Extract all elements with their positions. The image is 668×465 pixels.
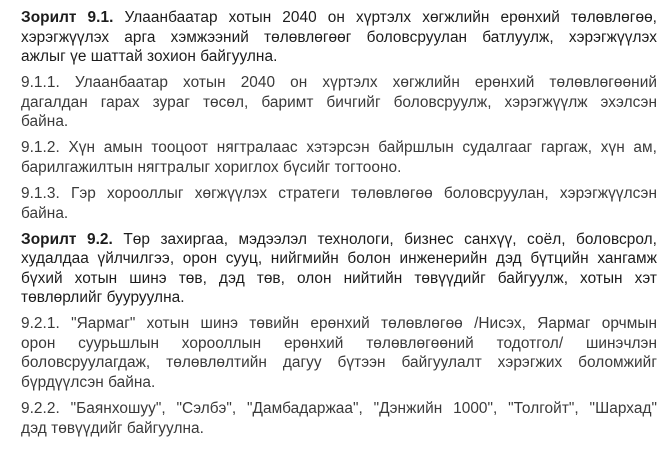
paragraph-line: боловсруулагдаж, төлөвлөлтийн дагуу бүтээн байгуулалт хэрэгжих боломжийг: [21, 354, 657, 372]
paragraph-line: барилгажилтын нягтралыг хориглох бүсийг тогтооно.: [21, 158, 402, 176]
paragraph-line: ажлыг үе шаттай зохион байгуулна.: [21, 48, 278, 66]
paragraph-line: хэрэгжүүлэх арга хэмжээний төлөвлөгөөг боловсруулан батлуулж, хэрэгжүүлэх: [21, 28, 657, 46]
paragraph-text: Төр захиргаа, мэдээлэл технологи, бизнес санхүү, соёл, боловсрол,: [112, 230, 657, 248]
paragraph-line: орон суурьшлын хорооллын ерөнхий төлөвлөгөөний тодотгол/ шинэчлэн: [21, 334, 657, 352]
paragraph-line: бүхий хотын шинэ төв, дэд төв, олон нийтийн төвүүдийг байгуулж, хотын хэт: [21, 269, 657, 287]
paragraph-line: 9.2.2. "Баянхошуу", "Сэлбэ", "Дамбадаржаа", "Дэнжийн 1000", "Толгойт", "Шархад": [21, 400, 657, 418]
document-page: [21, 8, 657, 438]
paragraph-line: 9.1.2. Хүн амын тооцоот нягтралаас хэтэрсэн байршлын судалгааг гаргаж, хүн ам,: [21, 139, 657, 157]
paragraph-line: 9.1.1. Улаанбаатар хотын 2040 он хүртэлх хөгжлийн ерөнхий төлөвлөгөөний: [21, 74, 657, 92]
paragraph-line: худалдаа үйлчилгээ, орон сууц, нийгмийн болон инженерийн дэд бүтцийн хангамж: [21, 250, 657, 268]
paragraph-text: Улаанбаатар хотын 2040 он хүртэлх хөгжлийн ерөнхий төлөвлөгөө,: [113, 9, 658, 26]
goal-9-1-paragraph: [21, 8, 657, 67]
item-9-1-3-paragraph: [21, 184, 657, 223]
paragraph-line: дагалдан гарах зураг төсөл, баримт бичгийг боловсруулж, хэрэгжүүлж эхэлсэн: [21, 93, 657, 111]
paragraph-line: байна.: [21, 204, 69, 222]
paragraph-line: төвлөрлийг бууруулна.: [21, 289, 185, 307]
paragraph-line: 9.1.3. Гэр хорооллыг хөгжүүлэх стратеги төлөвлөгөө боловсруулан, хэрэгжүүлсэн: [21, 184, 657, 202]
goal-heading: Зорилт 9.2.: [21, 230, 113, 248]
item-9-2-1-paragraph: [21, 314, 657, 392]
item-9-1-2-paragraph: [21, 138, 657, 177]
goal-9-2-paragraph: [21, 230, 657, 308]
item-9-2-2-paragraph: [21, 399, 657, 438]
paragraph-line: [21, 230, 657, 250]
paragraph-line: бүрдүүлсэн байна.: [21, 374, 156, 392]
paragraph-line: 9.2.1. "Яармаг" хотын шинэ төвийн ерөнхий төлөвлөгөө /Нисэх, Яармаг орчмын: [21, 315, 657, 333]
paragraph-line: байна.: [21, 113, 69, 131]
paragraph-line: [21, 8, 657, 28]
paragraph-line: дэд төвүүдийг байгуулна.: [21, 419, 204, 437]
item-9-1-1-paragraph: [21, 73, 657, 132]
goal-heading: Зорилт 9.1.: [21, 9, 114, 26]
